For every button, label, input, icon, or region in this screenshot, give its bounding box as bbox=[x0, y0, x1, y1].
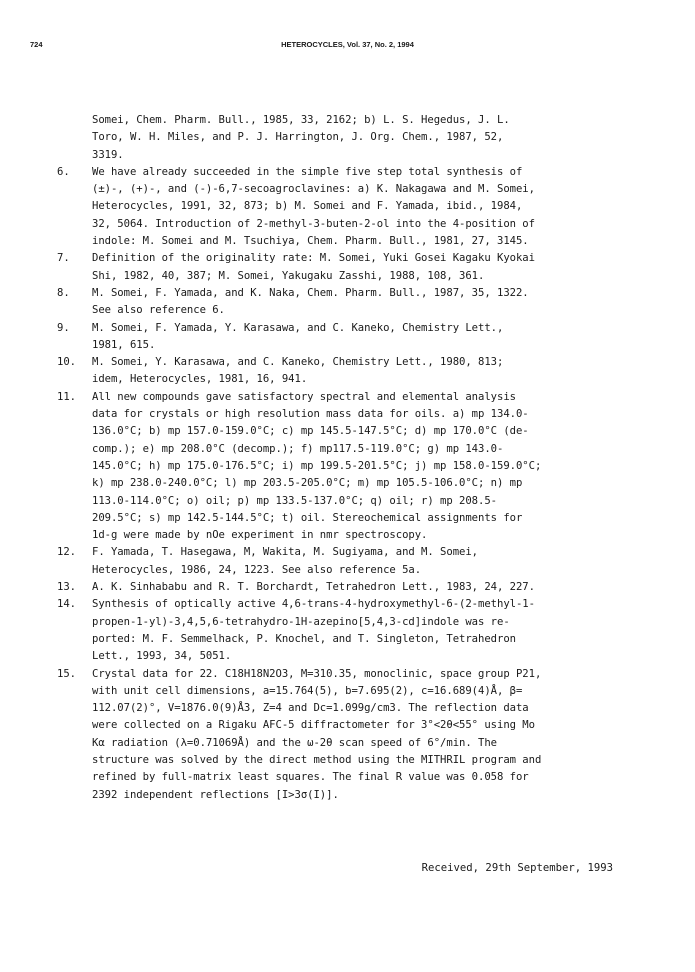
reference-line bbox=[57, 423, 633, 440]
reference-text: 112.07(2)°, V=1876.0(9)Å3, Z=4 and Dc=1.099g/cm3. The reflection data bbox=[92, 702, 529, 715]
reference-line bbox=[57, 769, 633, 786]
reference-text: M. Somei, F. Yamada, and K. Naka, Chem. Pharm. Bull., 1987, 35, 1322. bbox=[92, 286, 529, 299]
reference-text: ported: M. F. Semmelhack, P. Knochel, and T. Singleton, Tetrahedron bbox=[92, 632, 516, 645]
reference-text: idem, Heterocycles, 1981, 16, 941. bbox=[92, 373, 308, 386]
reference-line bbox=[57, 666, 633, 683]
reference-line bbox=[57, 631, 633, 648]
reference-line bbox=[57, 302, 633, 319]
reference-text: Crystal data for 22. C18H18N2O3, M=310.35, monoclinic, space group P21, bbox=[92, 667, 542, 680]
reference-text: Definition of the originality rate: M. Somei, Yuki Gosei Kagaku Kyokai bbox=[92, 252, 535, 265]
reference-number: 9. bbox=[57, 321, 70, 334]
reference-text: propen-1-yl)-3,4,5,6-tetrahydro-1H-azepino[5,4,3-cd]indole was re- bbox=[92, 615, 510, 628]
reference-line bbox=[57, 527, 633, 544]
reference-line bbox=[57, 250, 633, 267]
reference-line bbox=[57, 787, 633, 804]
reference-line bbox=[57, 285, 633, 302]
reference-line bbox=[57, 475, 633, 492]
references-list bbox=[57, 112, 633, 804]
reference-line bbox=[57, 458, 633, 475]
reference-text: 145.0°C; h) mp 175.0-176.5°C; i) mp 199.5-201.5°C; j) mp 158.0-159.0°C; bbox=[92, 459, 542, 472]
reference-line bbox=[57, 648, 633, 665]
reference-text: refined by full-matrix least squares. The final R value was 0.058 for bbox=[92, 771, 529, 784]
reference-number: 6. bbox=[57, 165, 70, 178]
reference-text: M. Somei, Y. Karasawa, and C. Kaneko, Chemistry Lett., 1980, 813; bbox=[92, 356, 504, 369]
reference-number: 14. bbox=[57, 598, 76, 611]
reference-text: Synthesis of optically active 4,6-trans-4-hydroxymethyl-6-(2-methyl-1- bbox=[92, 598, 535, 611]
reference-text: 136.0°C; b) mp 157.0-159.0°C; c) mp 145.5-147.5°C; d) mp 170.0°C (de- bbox=[92, 425, 529, 438]
reference-text: Somei, Chem. Pharm. Bull., 1985, 33, 2162; b) L. S. Hegedus, J. L. bbox=[92, 114, 510, 126]
reference-text: 2392 independent reflections [I>3σ(I)]. bbox=[92, 788, 339, 801]
reference-line bbox=[57, 320, 633, 337]
reference-line bbox=[57, 406, 633, 423]
reference-line bbox=[57, 216, 633, 233]
reference-text: k) mp 238.0-240.0°C; l) mp 203.5-205.0°C; m) mp 105.5-106.0°C; n) mp bbox=[92, 477, 523, 490]
reference-text: Shi, 1982, 40, 387; M. Somei, Yakugaku Zasshi, 1988, 108, 361. bbox=[92, 269, 485, 282]
reference-text: M. Somei, F. Yamada, Y. Karasawa, and C. Kaneko, Chemistry Lett., bbox=[92, 321, 504, 334]
reference-line bbox=[57, 683, 633, 700]
reference-text: All new compounds gave satisfactory spectral and elemental analysis bbox=[92, 390, 516, 403]
reference-line bbox=[57, 198, 633, 215]
reference-line bbox=[57, 752, 633, 769]
reference-text: were collected on a Rigaku AFC-5 diffractometer for 3°<2θ<55° using Mo bbox=[92, 719, 535, 732]
reference-text: structure was solved by the direct method using the MITHRIL program and bbox=[92, 753, 542, 766]
reference-text: A. K. Sinhababu and R. T. Borchardt, Tetrahedron Lett., 1983, 24, 227. bbox=[92, 581, 535, 594]
reference-line bbox=[57, 544, 633, 561]
reference-line bbox=[57, 164, 633, 181]
reference-text: We have already succeeded in the simple five step total synthesis of bbox=[92, 165, 523, 178]
page-header bbox=[0, 40, 695, 54]
reference-text: 209.5°C; s) mp 142.5-144.5°C; t) oil. Stereochemical assignments for bbox=[92, 511, 523, 524]
running-head: HETEROCYCLES, Vol. 37, No. 2, 1994 bbox=[281, 40, 414, 49]
reference-line bbox=[57, 614, 633, 631]
page-number: 724 bbox=[30, 40, 43, 49]
reference-line bbox=[57, 337, 633, 354]
reference-line bbox=[57, 181, 633, 198]
reference-text: See also reference 6. bbox=[92, 304, 225, 317]
reference-line bbox=[57, 596, 633, 613]
reference-text: (±)-, (+)-, and (-)-6,7-secoagroclavines: a) K. Nakagawa and M. Somei, bbox=[92, 183, 535, 196]
reference-line bbox=[57, 735, 633, 752]
reference-line bbox=[57, 441, 633, 458]
reference-text: 113.0-114.0°C; o) oil; p) mp 133.5-137.0°C; q) oil; r) mp 208.5- bbox=[92, 494, 497, 507]
reference-number: 11. bbox=[57, 390, 76, 403]
reference-text: Kα radiation (λ=0.71069Å) and the ω-2θ scan speed of 6°/min. The bbox=[92, 736, 497, 749]
reference-number: 7. bbox=[57, 252, 70, 265]
reference-text: F. Yamada, T. Hasegawa, M, Wakita, M. Sugiyama, and M. Somei, bbox=[92, 546, 479, 559]
reference-text: 3319. bbox=[92, 148, 124, 161]
reference-text: comp.); e) mp 208.0°C (decomp.); f) mp117.5-119.0°C; g) mp 143.0- bbox=[92, 442, 504, 455]
reference-line bbox=[57, 371, 633, 388]
reference-text: with unit cell dimensions, a=15.764(5), b=7.695(2), c=16.689(4)Å, β= bbox=[92, 684, 523, 697]
reference-text: 1981, 615. bbox=[92, 338, 156, 351]
reference-line bbox=[57, 147, 633, 164]
reference-line bbox=[57, 354, 633, 371]
reference-number: 15. bbox=[57, 667, 76, 680]
reference-number: 12. bbox=[57, 546, 76, 559]
reference-line bbox=[57, 389, 633, 406]
reference-line bbox=[57, 717, 633, 734]
reference-line bbox=[57, 493, 633, 510]
reference-line bbox=[57, 579, 633, 596]
reference-line bbox=[57, 268, 633, 285]
reference-line bbox=[57, 510, 633, 527]
reference-number: 10. bbox=[57, 356, 76, 369]
reference-text: data for crystals or high resolution mass data for oils. a) mp 134.0- bbox=[92, 408, 529, 421]
reference-line bbox=[57, 700, 633, 717]
reference-text: Heterocycles, 1986, 24, 1223. See also reference 5a. bbox=[92, 563, 422, 576]
reference-text: indole: M. Somei and M. Tsuchiya, Chem. Pharm. Bull., 1981, 27, 3145. bbox=[92, 235, 529, 248]
reference-text: Toro, W. H. Miles, and P. J. Harrington, J. Org. Chem., 1987, 52, bbox=[92, 131, 504, 144]
reference-text: Lett., 1993, 34, 5051. bbox=[92, 650, 232, 663]
reference-line bbox=[57, 233, 633, 250]
reference-line bbox=[57, 562, 633, 579]
reference-text: 1d-g were made by nOe experiment in nmr spectroscopy. bbox=[92, 529, 428, 542]
reference-line bbox=[57, 129, 633, 146]
reference-text: 32, 5064. Introduction of 2-methyl-3-buten-2-ol into the 4-position of bbox=[92, 217, 535, 230]
reference-text: Heterocycles, 1991, 32, 873; b) M. Somei and F. Yamada, ibid., 1984, bbox=[92, 200, 523, 213]
received-date: Received, 29th September, 1993 bbox=[421, 862, 613, 874]
reference-number: 8. bbox=[57, 286, 70, 299]
reference-line bbox=[57, 112, 633, 129]
reference-number: 13. bbox=[57, 581, 76, 594]
